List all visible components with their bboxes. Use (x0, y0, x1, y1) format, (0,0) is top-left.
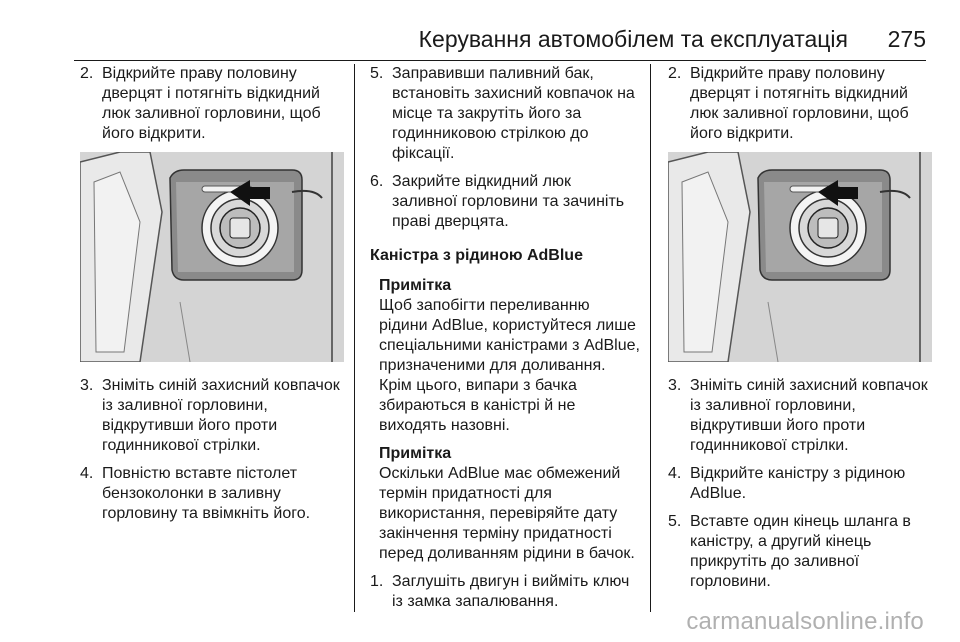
step-number: 6. (370, 173, 384, 190)
fuel-flap-open-arrow-icon (668, 152, 932, 362)
step-number: 2. (668, 65, 682, 82)
step-text: Відкрийте праву половину дверцят і потягніть відкидний люк заливної горловини, щоб його відкрити. (690, 65, 909, 142)
step-text: Відкрийте праву половину дверцят і потягніть відкидний люк заливної горловини, щоб його відкрити. (102, 65, 321, 142)
step-number: 2. (80, 65, 94, 82)
step-number: 1. (370, 573, 384, 590)
fuel-flap-open-arrow-icon (80, 152, 344, 362)
step-5 (668, 512, 930, 592)
page-number: 275 (887, 26, 926, 52)
step-2 (80, 64, 344, 144)
step-text: Вставте один кінець шланга в каністру, а другий кінець прикрутіть до заливної горловини. (690, 513, 911, 590)
page-header (74, 26, 926, 61)
note-text: Оскільки AdBlue має обмежений термін придатності для використання, перевіряйте дату закінчення терміну придатності перед доливанням рідини в бачок. (379, 465, 635, 562)
note-text: Щоб запобігти переливанню рідини AdBlue, користуйтеся лише спеціальними каністрами з AdBlue, призначеними для доливання. Крім цього, випари з бачка збираються в каністрі й не виходять назовні. (379, 297, 640, 434)
step-number: 3. (668, 377, 682, 394)
step-number: 4. (80, 465, 94, 482)
step-text: Повністю вставте пістолет бензоколонки в заливну горловину та ввімкніть його. (102, 465, 311, 522)
column-3 (668, 64, 930, 600)
section-heading-adblue: Каністра з рідиною AdBlue (370, 247, 583, 264)
header-title: Керування автомобілем та експлуатація (418, 26, 848, 52)
watermark: carmanualsonline.info (686, 608, 924, 635)
step-6 (370, 172, 640, 232)
step-3 (80, 376, 344, 456)
step-text: Відкрийте каністру з рідиною AdBlue. (690, 465, 906, 502)
step-text: Заправивши паливний бак, встановіть захисний ковпачок на місце та закрутіть його за годинниковою стрілкою до фіксації. (392, 65, 635, 162)
step-4 (80, 464, 344, 524)
note-title: Примітка (379, 277, 452, 294)
step-4 (668, 464, 930, 504)
step-number: 3. (80, 377, 94, 394)
step-text: Зніміть синій захисний ковпачок із заливної горловини, відкрутивши його проти годинникової стрілки. (102, 377, 340, 454)
step-text: Заглушіть двигун і вийміть ключ із замка запалювання. (392, 573, 630, 610)
step-5 (370, 64, 640, 164)
column-divider-1 (354, 64, 355, 612)
fuel-flap-illustration (80, 152, 344, 362)
note-1 (370, 276, 640, 436)
column-1 (80, 64, 344, 532)
note-title: Примітка (379, 445, 452, 462)
step-text: Закрийте відкидний люк заливної горловини та зачиніть праві дверцята. (392, 173, 625, 230)
step-2 (668, 64, 930, 144)
step-number: 5. (370, 65, 384, 82)
fuel-flap-illustration (668, 152, 932, 362)
step-3 (668, 376, 930, 456)
column-divider-2 (650, 64, 651, 612)
column-2 (370, 64, 640, 620)
step-number: 5. (668, 513, 682, 530)
step-text: Зніміть синій захисний ковпачок із заливної горловини, відкрутивши його проти годинникової стрілки. (690, 377, 928, 454)
step-1 (370, 572, 640, 612)
step-number: 4. (668, 465, 682, 482)
note-2 (370, 444, 640, 564)
